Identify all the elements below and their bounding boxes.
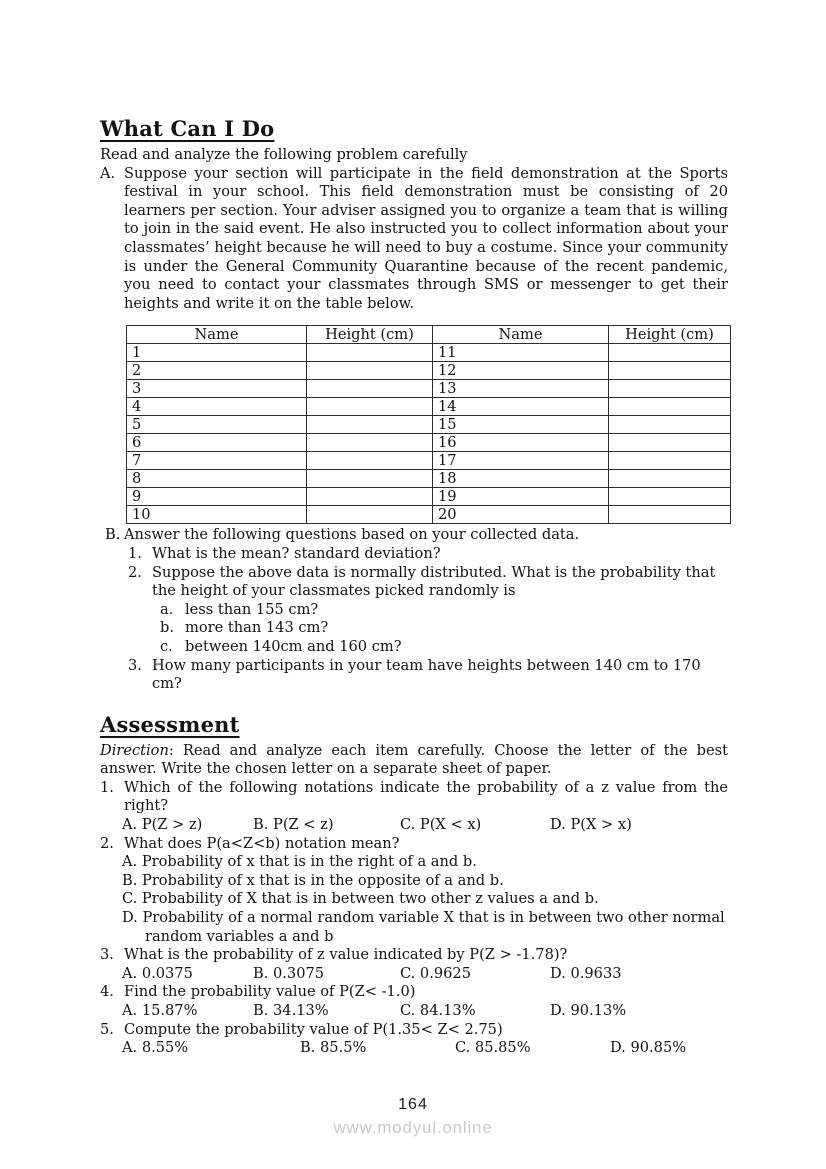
name-cell: 9 (127, 488, 307, 506)
height-cell (307, 470, 433, 488)
assessment-q4-choices (100, 1002, 728, 1021)
table-row (127, 416, 731, 434)
height-cell (307, 398, 433, 416)
assessment-q1-text: Which of the following notations indicate the probability of a z value from the right? (124, 778, 728, 815)
name-cell: 19 (433, 488, 609, 506)
table-row (127, 344, 731, 362)
height-table-header (127, 326, 731, 344)
assessment-q3-choices (100, 965, 728, 984)
choice-c: C. 0.9625 (400, 964, 471, 982)
choice-d: D. 0.9633 (550, 964, 622, 982)
name-cell: 17 (433, 452, 609, 470)
col-header-height-1: Height (cm) (307, 326, 433, 344)
name-cell: 8 (127, 470, 307, 488)
assessment-direction (100, 742, 728, 779)
name-cell: 6 (127, 434, 307, 452)
name-cell: 15 (433, 416, 609, 434)
height-cell (609, 452, 731, 470)
col-header-name-1: Name (127, 326, 307, 344)
name-cell: 5 (127, 416, 307, 434)
sub-a-label: a. (160, 600, 174, 618)
b-question-2-sub-b (160, 619, 728, 638)
height-cell (307, 344, 433, 362)
table-row (127, 452, 731, 470)
assessment-q2-choices (100, 853, 728, 946)
b-question-3-text: How many participants in your team have heights between 140 cm to 170 cm? (152, 656, 701, 693)
what-can-i-do-title: What Can I Do (100, 116, 275, 141)
assessment-q5-text: Compute the probability value of P(1.35< Z< 2.75) (124, 1020, 503, 1038)
choice-c: C. P(X < x) (400, 816, 482, 834)
b-question-1-number: 1. (128, 544, 142, 562)
name-cell: 7 (127, 452, 307, 470)
choice-c: C. 85.85% (455, 1039, 531, 1057)
item-b-label: B. (105, 526, 121, 544)
table-row (127, 470, 731, 488)
assessment-q1-choices (100, 816, 728, 835)
b-question-2 (128, 564, 728, 601)
assessment-q4-text: Find the probability value of P(Z< -1.0) (124, 983, 416, 1001)
height-cell (307, 488, 433, 506)
choice-a: A. Probability of x that is in the right of a and b. (122, 853, 477, 871)
name-cell: 14 (433, 398, 609, 416)
name-cell: 1 (127, 344, 307, 362)
item-a-text: Suppose your section will participate in the field demonstration at the Sports festival in your school. This field demonstration must be consisting of 20 learners per section. Your adviser assigned you to organize a team that is willing to join in the said event. He also instructed you to collect information about your classmates’ height because he will need to buy a costume. Since your community is under the General Community Quarantine because of the recent pandemic, you need to contact your classmates through SMS or messenger to get their heights and write it on the table below. (124, 164, 728, 312)
assessment-q5-choices (100, 1039, 728, 1058)
assessment-question-1 (100, 779, 728, 835)
height-cell (609, 434, 731, 452)
sub-c-text: between 140cm and 160 cm? (185, 637, 402, 655)
problem-item-b (100, 526, 728, 545)
height-cell (307, 380, 433, 398)
sub-a-text: less than 155 cm? (185, 600, 319, 618)
assessment-title: Assessment (100, 711, 240, 737)
choice-c: C. Probability of X that is in between two other z values a and b. (122, 890, 599, 908)
height-cell (307, 434, 433, 452)
choice-b: B. 0.3075 (253, 964, 325, 982)
height-cell (307, 362, 433, 380)
height-cell (609, 398, 731, 416)
choice-a: A. P(Z > z) (122, 816, 203, 834)
item-a-label: A. (100, 164, 116, 182)
table-row (127, 488, 731, 506)
problem-item-a (100, 165, 728, 314)
height-table (126, 325, 731, 524)
b-question-3 (128, 657, 728, 694)
table-row (127, 398, 731, 416)
name-cell: 3 (127, 380, 307, 398)
choice-a: A. 0.0375 (122, 964, 193, 982)
direction-text: : Read and analyze each item carefully. Choose the letter of the best answer. Write the chosen letter on a separate sheet of paper. (100, 741, 728, 778)
choice-a: A. 8.55% (122, 1039, 189, 1057)
name-cell: 12 (433, 362, 609, 380)
choice-b: B. 85.5% (300, 1039, 367, 1057)
name-cell: 11 (433, 344, 609, 362)
choice-b: B. Probability of x that is in the opposite of a and b. (122, 871, 504, 889)
intro-line: Read and analyze the following problem carefully (100, 146, 468, 163)
sub-b-label: b. (160, 619, 174, 637)
choice-b: B. P(Z < z) (253, 816, 334, 834)
name-cell: 16 (433, 434, 609, 452)
sub-b-text: more than 143 cm? (185, 619, 329, 637)
name-cell: 2 (127, 362, 307, 380)
choice-d: D. 90.13% (550, 1002, 627, 1019)
item-b-text: Answer the following questions based on your collected data. (124, 526, 580, 544)
sub-c-label: c. (160, 637, 173, 655)
assessment-question-4 (100, 983, 728, 1020)
b-question-2-text: Suppose the above data is normally distributed. What is the probability that the height of your classmates picked randomly is (152, 563, 716, 600)
height-cell (609, 380, 731, 398)
assessment-q1-number: 1. (100, 778, 114, 796)
height-cell (609, 506, 731, 524)
table-row (127, 506, 731, 524)
header-row (127, 326, 731, 344)
assessment-q3-number: 3. (100, 946, 114, 964)
height-table-body (127, 344, 731, 524)
col-header-height-2: Height (cm) (609, 326, 731, 344)
b-question-1 (128, 545, 728, 564)
height-cell (609, 488, 731, 506)
assessment-q3-text: What is the probability of z value indicated by P(Z > -1.78)? (124, 946, 568, 964)
height-cell (609, 344, 731, 362)
direction-label: Direction (100, 741, 169, 759)
assessment-q2-text: What does P(a<Z<b) notation mean? (124, 834, 400, 852)
assessment-q2-number: 2. (100, 834, 114, 852)
b-question-3-number: 3. (128, 656, 142, 674)
assessment-question-2 (100, 835, 728, 947)
b-question-2-sub-a (160, 601, 728, 620)
table-row (127, 362, 731, 380)
page-content (100, 116, 728, 1058)
watermark: www.modyul.online (333, 1118, 493, 1137)
choice-d: D. P(X > x) (550, 816, 632, 834)
b-question-2-sub-c (160, 638, 728, 657)
height-cell (609, 362, 731, 380)
height-cell (307, 452, 433, 470)
height-cell (307, 416, 433, 434)
height-cell (609, 470, 731, 488)
choice-b: B. 34.13% (253, 1002, 329, 1019)
height-cell (307, 506, 433, 524)
name-cell: 13 (433, 380, 609, 398)
name-cell: 20 (433, 506, 609, 524)
name-cell: 4 (127, 398, 307, 416)
choice-d: D. Probability of a normal random variable X that is in between two other normal random variables a and b (122, 909, 725, 945)
name-cell: 10 (127, 506, 307, 524)
assessment-question-3 (100, 946, 728, 983)
b-question-2-number: 2. (128, 563, 142, 581)
choice-a: A. 15.87% (122, 1002, 198, 1019)
choice-c: C. 84.13% (400, 1002, 476, 1019)
height-cell (609, 416, 731, 434)
b-question-1-text: What is the mean? standard deviation? (152, 544, 441, 562)
assessment-q5-number: 5. (100, 1020, 114, 1038)
page-number: 164 (398, 1096, 428, 1113)
col-header-name-2: Name (433, 326, 609, 344)
table-row (127, 434, 731, 452)
choice-d: D. 90.85% (610, 1039, 687, 1057)
table-row (127, 380, 731, 398)
assessment-q4-number: 4. (100, 983, 114, 1001)
assessment-question-5 (100, 1021, 728, 1058)
name-cell: 18 (433, 470, 609, 488)
